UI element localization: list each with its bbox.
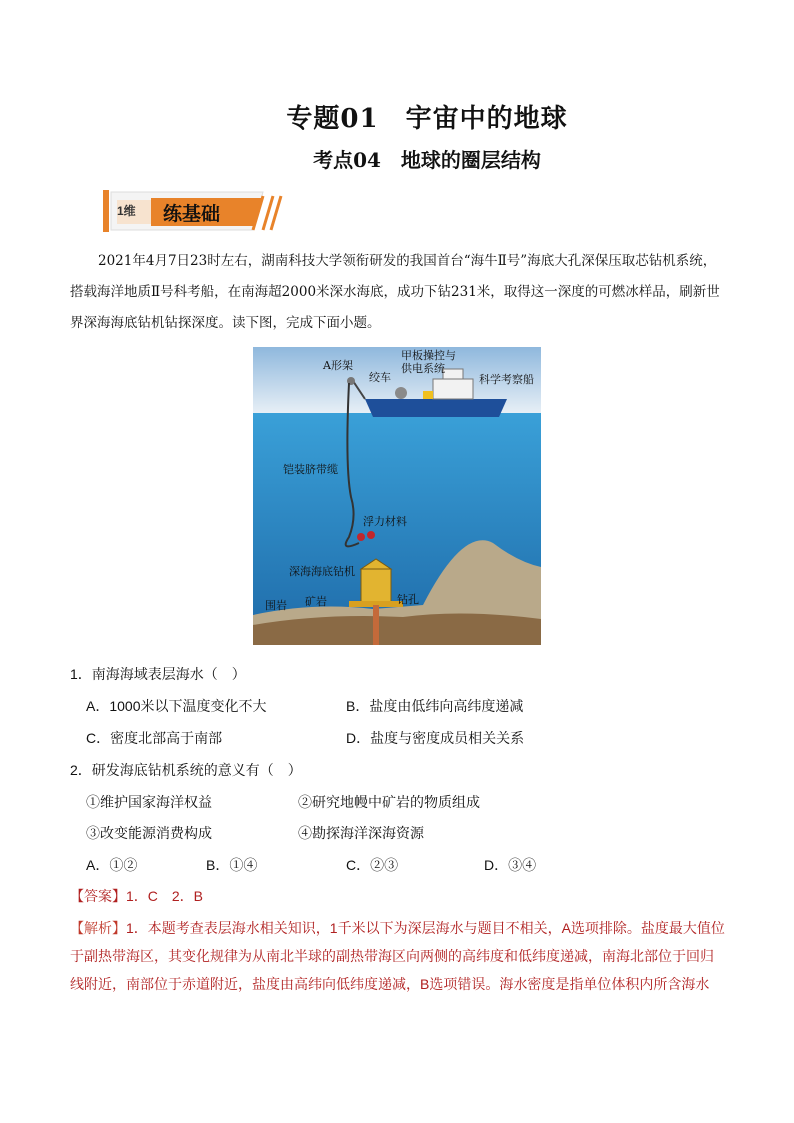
analysis-block (70, 914, 725, 998)
intro-paragraph: 2021年4月7日23时左右，湖南科技大学领衔研发的我国首台“海牛Ⅱ号”海底大孔深保压取芯钻机系统，搭载海洋地质Ⅱ号科考船，在南海超2000米深水海底，成功下钻231米，取得这一深度的可燃冰样品，刷新世界深海海底钻机钻探深度。读下图，完成下面小题。 (70, 253, 720, 331)
q2-item-4: ④勘探海洋深海资源 (298, 825, 424, 841)
q1-option-c: C．密度北部高于南部 (86, 730, 223, 746)
q2-option-d: D．③④ (484, 857, 537, 873)
answer-line (70, 886, 203, 906)
answer-tag: 【答案】 (70, 888, 126, 904)
label-ship: 科学考察船 (479, 373, 534, 386)
label-cable: 铠装脐带缆 (283, 463, 338, 476)
label-drill: 深海海底钻机 (289, 565, 355, 578)
q1-option-d: D．盐度与密度成员相关关系 (346, 730, 525, 746)
q1-option-b: B．盐度由低纬向高纬度递减 (346, 698, 524, 714)
q2-item-1: ①维护国家海洋权益 (86, 794, 212, 810)
label-winch: 绞车 (369, 371, 391, 384)
banner-tag: 1维 (117, 204, 136, 218)
analysis-tag: 【解析】 (70, 920, 126, 936)
drilling-figure (253, 347, 541, 645)
label-ore: 矿岩 (305, 595, 327, 608)
question-2-stem: 2．研发海底钻机系统的意义有（ ） (70, 762, 302, 778)
page-title: 专题01 宇宙中的地球 (286, 104, 568, 134)
label-buoy: 浮力材料 (363, 515, 407, 528)
label-deck-power-1: 甲板操控与 (401, 349, 456, 362)
page-subtitle: 考点04 地球的圈层结构 (313, 148, 541, 172)
label-deck-power-2: 供电系统 (401, 362, 445, 375)
q2-item-3: ③改变能源消费构成 (86, 825, 212, 841)
section-banner (103, 188, 283, 234)
q2-item-2: ②研究地幔中矿岩的物质组成 (298, 794, 480, 810)
answer-text: 1．C 2．B (126, 888, 204, 904)
q2-option-b: B．①④ (206, 857, 258, 873)
label-a-frame: A形架 (323, 359, 353, 372)
question-1-stem: 1．南海海域表层海水（ ） (70, 666, 246, 682)
q2-option-a: A．①② (86, 857, 138, 873)
analysis-text: 1．本题考查表层海水相关知识，1千米以下为深层海水与题目不相关，A选项排除。盐度最大值位于副热带海区，其变化规律为从南北半球的副热带海区向两侧的高纬度和低纬度递减，南海北部位于回归线附近，南部位于赤道附近，盐度由高纬向低纬度递减，B选项错误。海水密度是指单位体积内所含海水 (70, 920, 725, 992)
label-borehole: 钻孔 (397, 593, 419, 606)
q1-option-a: A．1000米以下温度变化不大 (86, 698, 267, 714)
label-rock: 围岩 (265, 599, 287, 612)
q2-option-c: C．②③ (346, 857, 399, 873)
banner-label: 练基础 (163, 204, 221, 225)
